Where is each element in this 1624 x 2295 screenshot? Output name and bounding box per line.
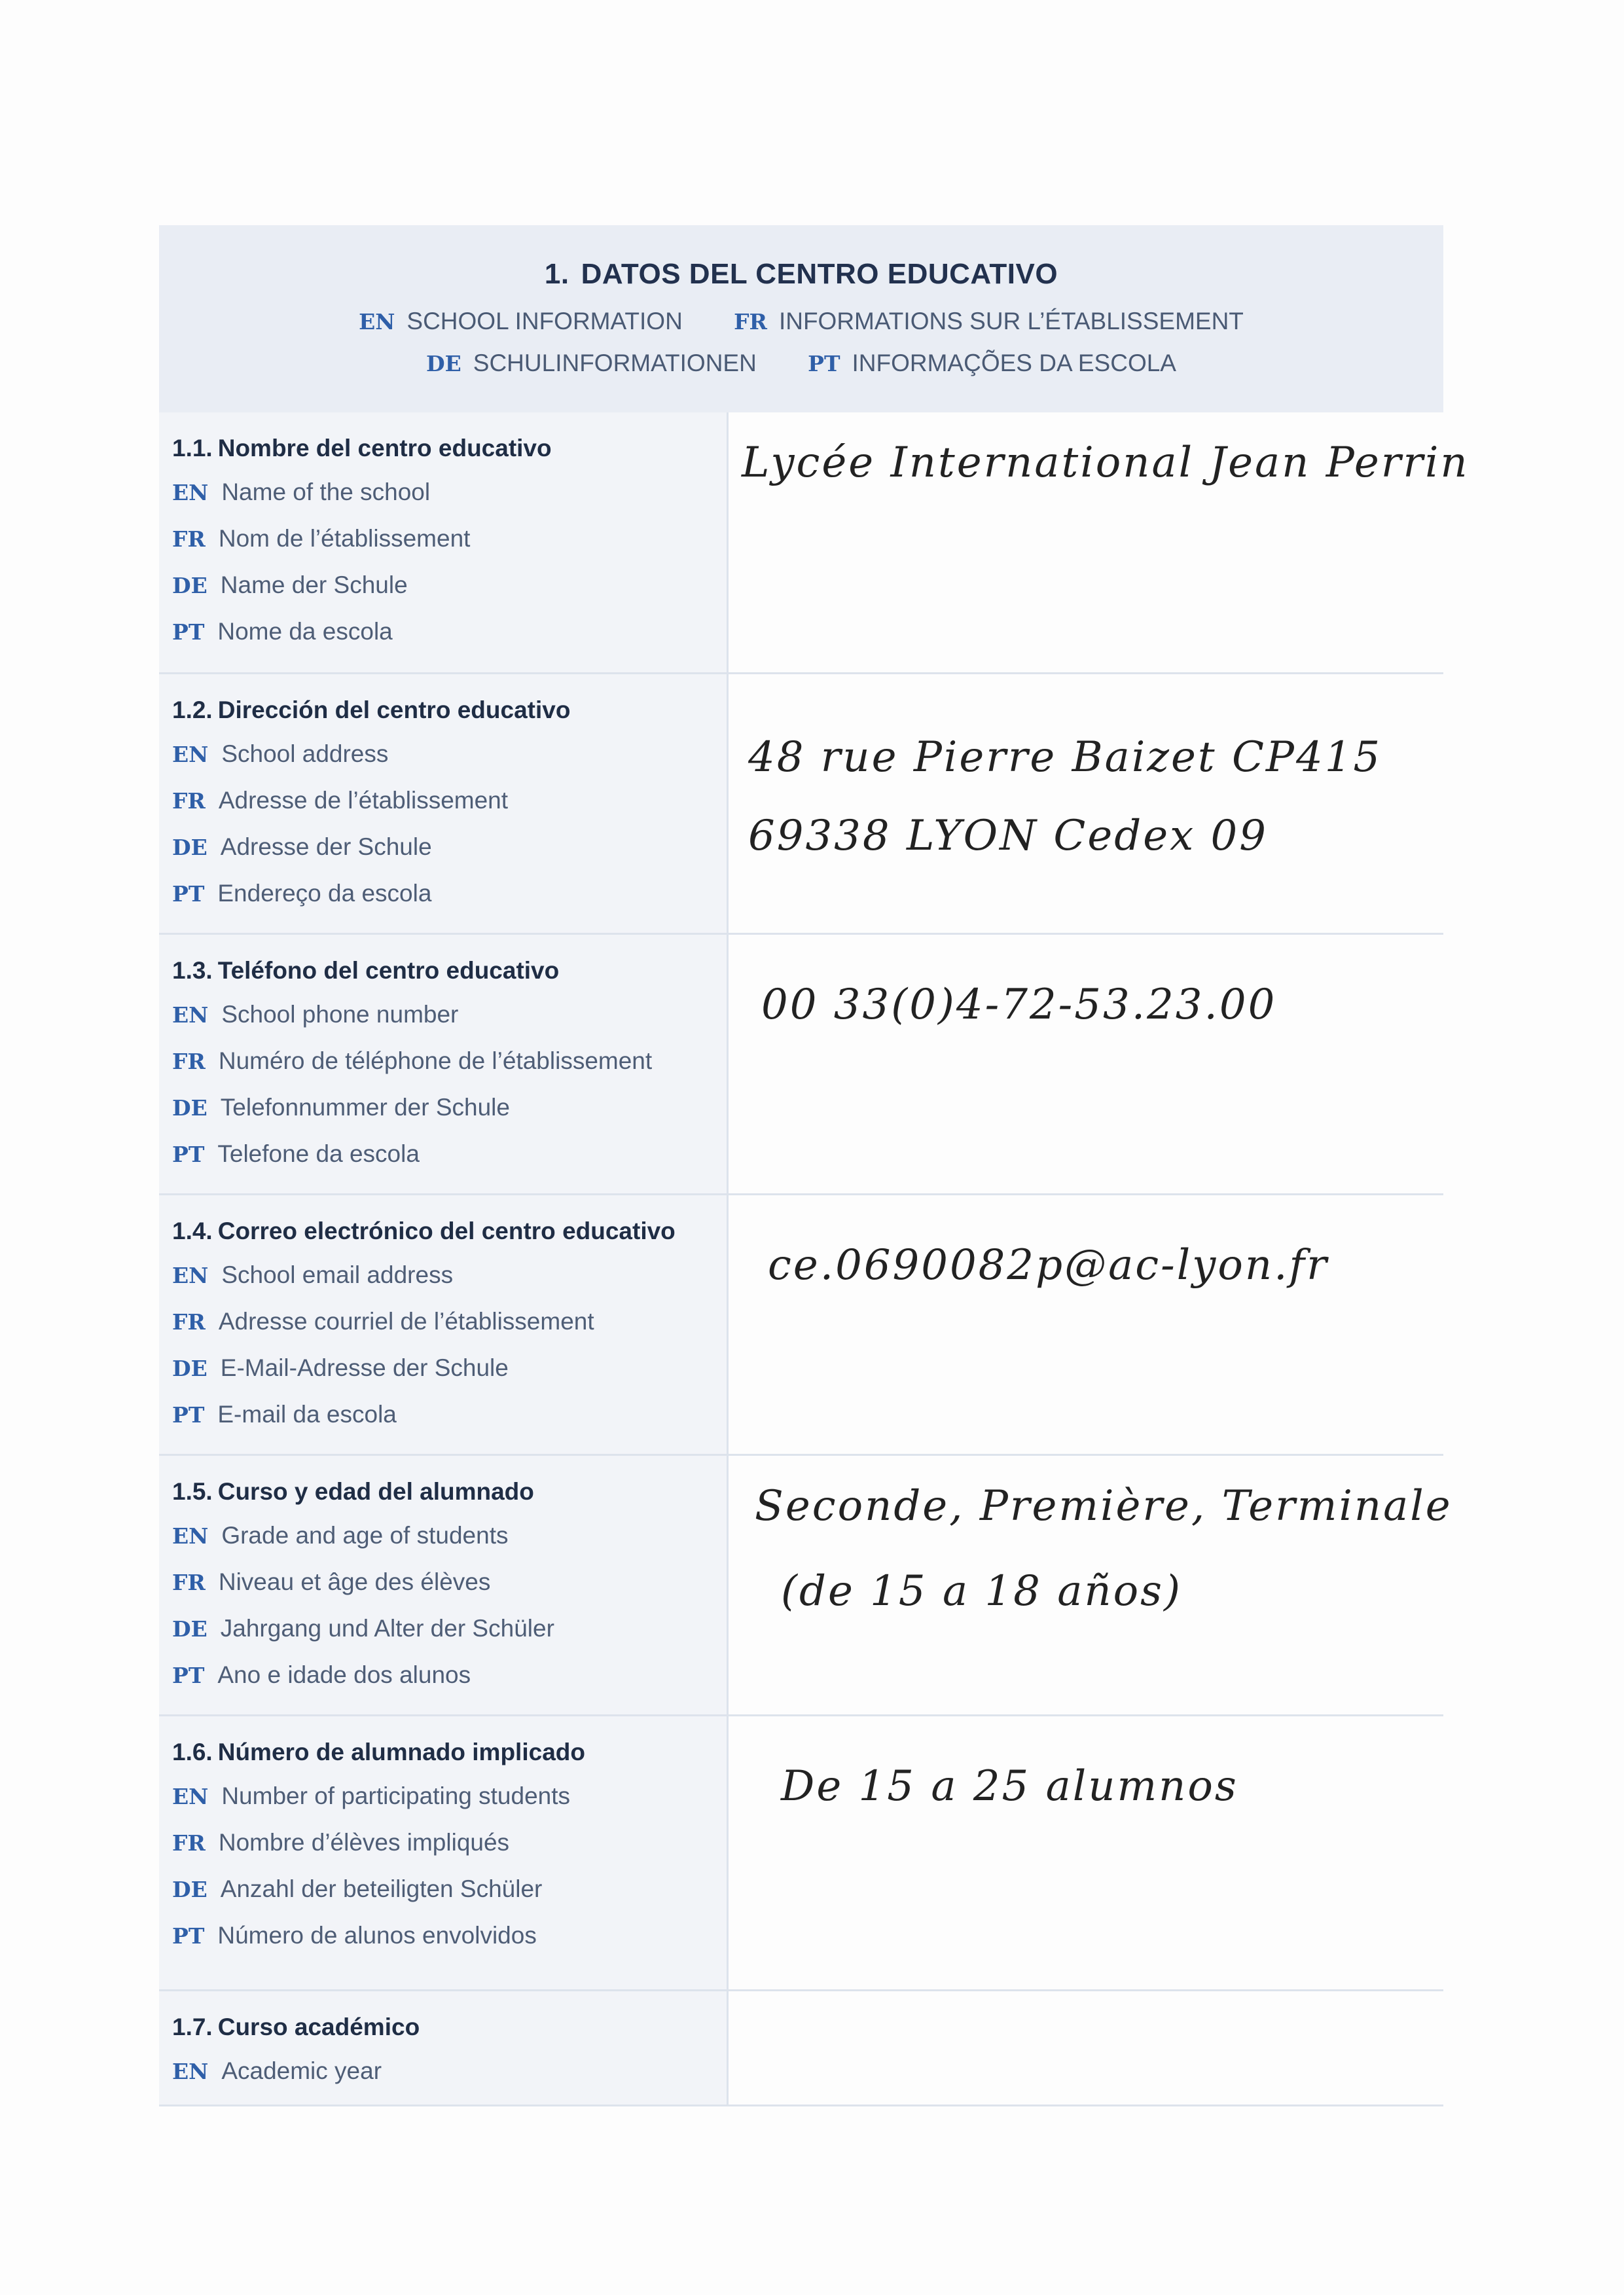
field-label-pt [172,616,727,662]
language-code: EN [172,742,209,767]
field-title [172,957,727,985]
language-code: PT [172,619,205,645]
label-text: Ano e idade dos alunos [217,1661,471,1688]
field-label-en [172,1520,727,1566]
label-text: Name der Schule [220,571,408,598]
field-title-text: Curso y edad del alumnado [217,1478,534,1505]
label-text: E-mail da escola [217,1401,397,1428]
answer-field-school-address[interactable] [729,674,1443,933]
section-translation-fr [734,308,1244,335]
field-title [172,2014,727,2041]
field-label-column [159,1456,729,1714]
field-title-text: Teléfono del centro educativo [217,957,560,984]
field-title [172,1478,727,1506]
language-code: DE [172,1356,208,1381]
language-code: EN [172,1784,209,1809]
field-label-column [159,1195,729,1454]
field-title [172,696,727,724]
handwritten-answer: ce.0690082p@ac-lyon.fr [768,1241,1329,1290]
label-text: Numéro de téléphone de l’établissement [218,1047,653,1074]
answer-field-school-name[interactable] [729,412,1470,672]
field-label-de [172,1352,727,1399]
field-title [172,1739,727,1766]
language-code: FR [734,309,767,334]
language-code: DE [172,1877,208,1902]
label-text: Adresse der Schule [220,833,432,860]
language-code: PT [808,351,840,376]
label-text: Name of the school [221,479,431,505]
field-title-text: Número de alumnado implicado [217,1739,585,1765]
label-text: School email address [221,1261,454,1288]
label-text: Nombre d’élèves impliqués [218,1829,510,1856]
section-translations-line-1 [159,308,1443,335]
handwritten-answer-line-2: (de 15 a 18 años) [781,1567,1182,1616]
translation-text: SCHULINFORMATIONEN [473,350,757,376]
field-row-academic-year [159,1991,1443,2106]
label-text: Nom de l’établissement [218,525,471,552]
language-code: DE [172,573,208,598]
section-header [159,225,1443,412]
field-row-school-email [159,1195,1443,1456]
handwritten-answer-line-1: Seconde, Première, Terminale [755,1482,1453,1530]
language-code: FR [172,1570,206,1595]
handwritten-answer: De 15 a 25 alumnos [781,1762,1238,1811]
school-information-form [159,225,1470,2106]
field-label-column [159,935,729,1193]
language-code: DE [172,1095,208,1121]
field-label-en [172,999,727,1045]
field-label-en [172,1259,727,1306]
field-title [172,435,727,462]
language-code: PT [172,881,205,907]
field-title-text: Nombre del centro educativo [217,435,552,461]
field-title-text: Correo electrónico del centro educativo [217,1218,676,1244]
language-code: EN [172,1002,209,1028]
field-label-en [172,2055,727,2102]
language-code: DE [172,1616,208,1642]
field-row-participating-students [159,1716,1443,1991]
field-label-fr [172,785,727,831]
label-text: Anzahl der beteiligten Schüler [220,1875,543,1902]
label-text: Academic year [221,2057,382,2084]
language-code: FR [172,1830,206,1856]
field-label-de [172,1092,727,1138]
field-row-school-address [159,674,1443,935]
language-code: EN [172,1263,209,1288]
field-label-de [172,831,727,878]
label-text: Adresse courriel de l’établissement [218,1308,594,1335]
field-label-fr [172,1045,727,1092]
field-row-school-name [159,412,1470,674]
translation-text: SCHOOL INFORMATION [406,308,683,334]
field-label-pt [172,1920,727,1966]
section-translation-de [426,350,757,377]
language-code: DE [426,351,461,376]
language-code: PT [172,1923,205,1949]
label-text: Adresse de l’établissement [218,787,509,814]
label-text: Grade and age of students [221,1522,509,1549]
label-text: Nome da escola [217,618,393,645]
language-code: PT [172,1663,205,1688]
section-translations-line-2 [159,350,1443,377]
language-code: EN [172,480,209,505]
label-text: E-Mail-Adresse der Schule [220,1354,509,1381]
language-code: EN [172,1523,209,1549]
field-label-fr [172,1566,727,1613]
handwritten-answer-line-1: 48 rue Pierre Baizet CP415 [748,733,1382,782]
field-number: 1.6. [172,1739,213,1765]
field-label-column [159,1991,729,2105]
language-code: PT [172,1402,205,1428]
field-label-pt [172,1399,727,1445]
label-text: Number of participating students [221,1782,570,1809]
language-code: PT [172,1142,205,1167]
section-translation-en [359,308,683,335]
section-title [159,258,1443,291]
field-label-de [172,1613,727,1659]
answer-field-academic-year[interactable] [729,1991,1443,2105]
translation-text: INFORMATIONS SUR L’ÉTABLISSEMENT [778,308,1244,334]
field-title-text: Curso académico [217,2014,420,2040]
field-label-de [172,1873,727,1920]
label-text: Endereço da escola [217,880,432,907]
field-number: 1.4. [172,1218,213,1244]
label-text: School address [221,740,389,767]
language-code: FR [172,1049,206,1074]
language-code: FR [172,1309,206,1335]
section-number: 1. [544,258,569,290]
label-text: Niveau et âge des élèves [218,1568,491,1595]
field-label-fr [172,1306,727,1352]
label-text: Telefonnummer der Schule [220,1094,510,1121]
field-label-fr [172,1827,727,1873]
answer-field-school-phone[interactable] [729,935,1443,1193]
language-code: EN [172,2059,209,2084]
field-number: 1.2. [172,696,213,723]
field-number: 1.7. [172,2014,213,2040]
field-label-en [172,738,727,785]
field-label-de [172,569,727,616]
translation-text: INFORMAÇÕES DA ESCOLA [852,350,1176,376]
language-code: DE [172,835,208,860]
field-row-grade-age [159,1456,1453,1716]
language-code: FR [172,788,206,814]
field-title-text: Dirección del centro educativo [217,696,571,723]
handwritten-answer: 00 33(0)4-72-53.23.00 [761,981,1277,1029]
language-code: FR [172,526,206,552]
field-label-fr [172,523,727,569]
field-label-pt [172,878,727,924]
field-number: 1.5. [172,1478,213,1505]
field-number: 1.1. [172,435,213,461]
language-code: EN [359,309,395,334]
label-text: Telefone da escola [217,1140,420,1167]
label-text: School phone number [221,1001,459,1028]
answer-field-grade-age[interactable] [729,1456,1453,1714]
answer-field-participating-students[interactable] [729,1716,1443,1989]
field-label-en [172,1780,727,1827]
answer-field-school-email[interactable] [729,1195,1443,1454]
label-text: Número de alunos envolvidos [217,1922,537,1949]
field-label-en [172,477,727,523]
field-number: 1.3. [172,957,213,984]
field-label-column [159,412,729,672]
field-label-pt [172,1659,727,1706]
section-translation-pt [808,350,1176,377]
field-label-column [159,1716,729,1989]
field-label-pt [172,1138,727,1185]
field-label-column [159,674,729,933]
handwritten-answer: Lycée International Jean Perrin [742,439,1470,487]
field-row-school-phone [159,935,1443,1195]
label-text: Jahrgang und Alter der Schüler [220,1615,554,1642]
handwritten-answer-line-2: 69338 LYON Cedex 09 [748,812,1268,860]
field-title [172,1218,727,1245]
section-title-text: DATOS DEL CENTRO EDUCATIVO [581,258,1058,290]
